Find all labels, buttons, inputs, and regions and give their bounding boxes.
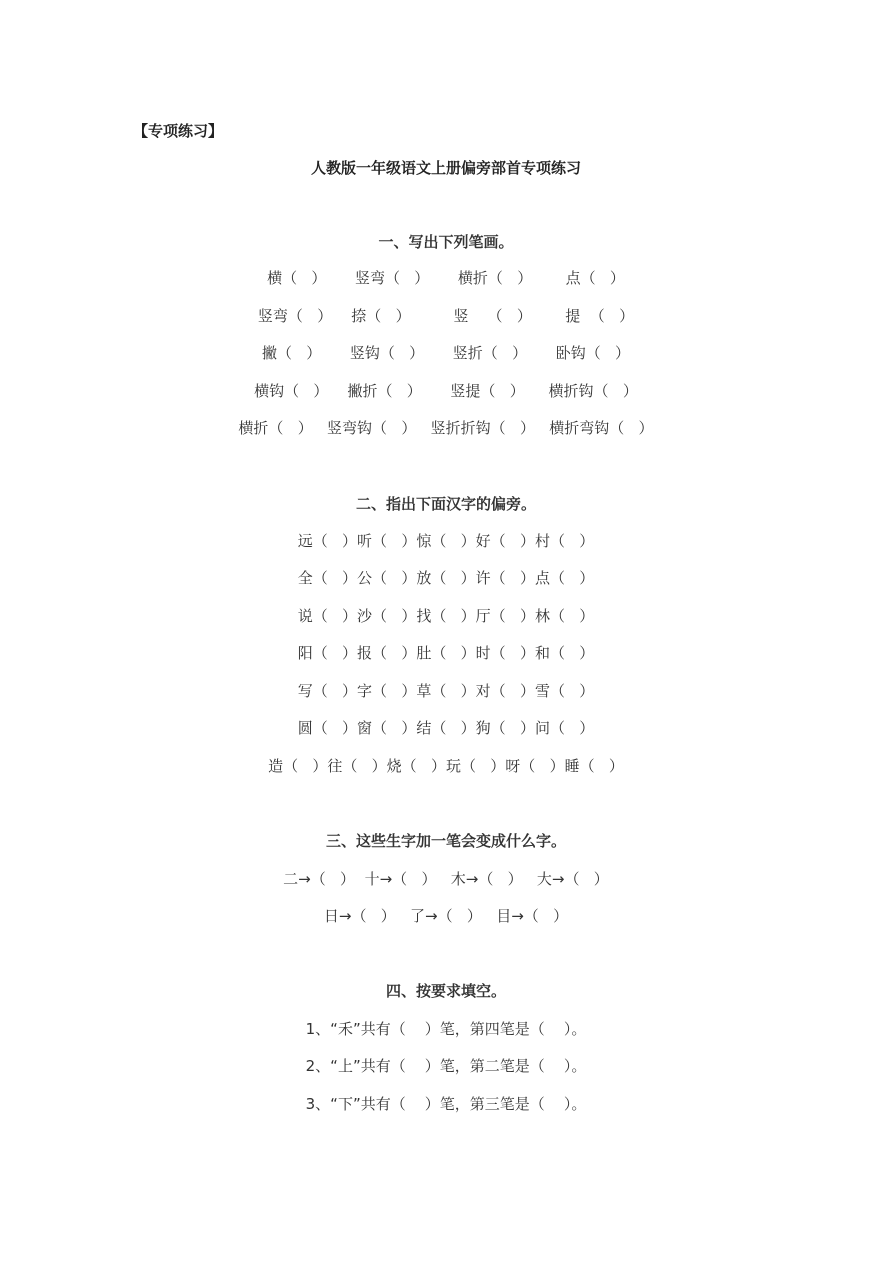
section-3-row: 二→（ ） 十→（ ） 木→（ ） 大→（ ） — [283, 870, 609, 888]
section-4-row: 1、“禾”共有（ ）笔，第四笔是（ ）。 — [305, 1020, 587, 1038]
section-3-row: 日→（ ） 了→（ ） 目→（ ） — [323, 907, 569, 925]
section-1-row: 撇（ ） 竖钩（ ） 竖折（ ） 卧钩（ ） — [261, 344, 631, 362]
section-4-row: 3、“下”共有（ ）笔，第三笔是（ ）。 — [305, 1095, 587, 1113]
section-1-row: 横钩（ ） 撇折（ ） 竖提（ ） 横折钩（ ） — [254, 382, 638, 400]
section-3-title: 三、这些生字加一笔会变成什么字。 — [325, 832, 566, 850]
section-2-row: 全（ ）公（ ）放（ ）许（ ）点（ ） — [297, 569, 595, 587]
section-2-row: 远（ ）听（ ）惊（ ）好（ ）村（ ） — [297, 532, 595, 550]
section-1-row: 竖弯（ ） 捺（ ） 竖 （ ） 提 （ ） — [257, 307, 635, 325]
section-4-title: 四、按要求填空。 — [385, 982, 506, 1000]
section-2-row: 造（ ）往（ ）烧（ ）玩（ ）呀（ ）睡（ ） — [268, 757, 624, 775]
document-title: 人教版一年级语文上册偏旁部首专项练习 — [310, 159, 581, 177]
section-2-title: 二、指出下面汉字的偏旁。 — [355, 495, 536, 513]
section-1-row: 横折（ ） 竖弯钩（ ） 竖折折钩（ ） 横折弯钩（ ） — [238, 419, 654, 437]
section-1-title: 一、写出下列笔画。 — [378, 233, 514, 251]
section-4-row: 2、“上”共有（ ）笔，第二笔是（ ）。 — [305, 1057, 587, 1075]
section-2-row: 圆（ ）窗（ ）结（ ）狗（ ）问（ ） — [297, 719, 595, 737]
section-1-row: 横（ ） 竖弯（ ） 横折（ ） 点（ ） — [267, 269, 625, 287]
section-2-row: 说（ ）沙（ ）找（ ）厅（ ）林（ ） — [297, 607, 595, 625]
section-2-row: 阳（ ）报（ ）肚（ ）时（ ）和（ ） — [297, 644, 595, 662]
section-2-row: 写（ ）字（ ）草（ ）对（ ）雪（ ） — [297, 682, 595, 700]
exercise-tag: 【专项练习】 — [133, 122, 224, 140]
